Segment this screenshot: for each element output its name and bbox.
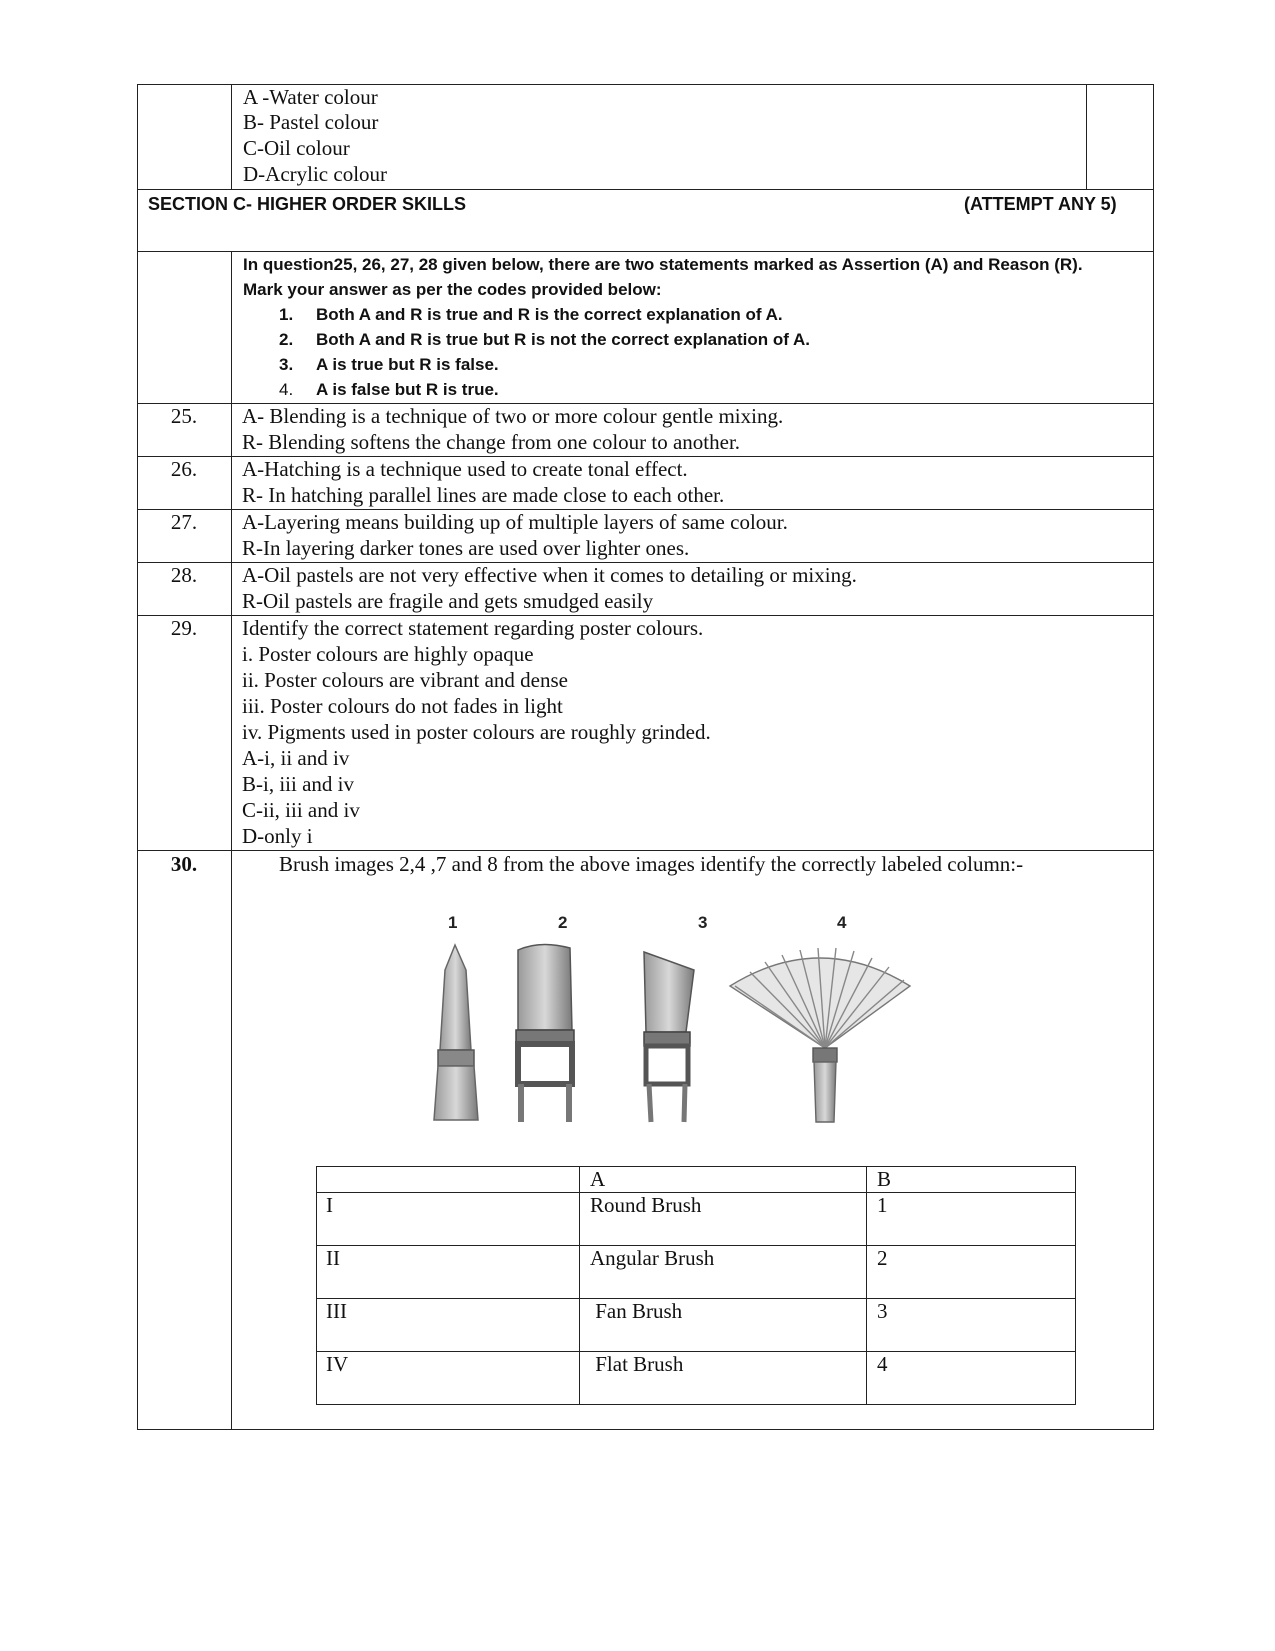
- frame-left: [137, 84, 138, 1430]
- brush-label-3: 3: [698, 913, 708, 932]
- table-cell-b: 4: [877, 1352, 888, 1376]
- table-row-label: II: [326, 1246, 340, 1270]
- question-line: i. Poster colours are highly opaque: [242, 642, 534, 666]
- question-line: A-i, ii and iv: [242, 746, 350, 770]
- instruction-line-1: In question25, 26, 27, 28 given below, there are two statements marked as Assertion (A) and Reason (R).: [243, 255, 1083, 274]
- table-row-label: IV: [326, 1352, 349, 1376]
- angular-brush-drawing: [644, 952, 694, 1122]
- row-sep: [137, 850, 1154, 851]
- table-row-divider: [316, 1351, 1076, 1352]
- frame-right: [1153, 84, 1154, 1430]
- table-cell-a: Flat Brush: [590, 1352, 684, 1376]
- code-number: 4.: [279, 380, 294, 399]
- prev-option-d: D-Acrylic colour: [243, 162, 388, 186]
- question-line: R-In layering darker tones are used over lighter ones.: [242, 536, 690, 560]
- ans-col-divider-top: [1086, 84, 1087, 190]
- table-cell-a: Angular Brush: [590, 1246, 715, 1270]
- section-note: (ATTEMPT ANY 5): [964, 194, 1117, 214]
- table-row-divider: [316, 1298, 1076, 1299]
- table-row-label: I: [326, 1193, 333, 1217]
- brush-label-1: 1: [448, 913, 458, 932]
- brush-drawing: [400, 910, 960, 1130]
- code-number: 2.: [279, 330, 294, 349]
- question-number: 30.: [170, 852, 198, 876]
- instruction-line-2: Mark your answer as per the codes provided below:: [243, 280, 662, 299]
- question-text: Brush images 2,4 ,7 and 8 from the above images identify the correctly labeled column:-: [279, 852, 1024, 876]
- question-line: B-i, iii and iv: [242, 772, 354, 796]
- code-text: A is false but R is true.: [316, 380, 499, 399]
- section-title: SECTION C- HIGHER ORDER SKILLS: [148, 194, 467, 214]
- table-header-b: B: [877, 1167, 892, 1191]
- question-line: R- Blending softens the change from one colour to another.: [242, 430, 741, 454]
- section-row-top: [137, 189, 1154, 190]
- question-number: 29.: [170, 616, 198, 640]
- question-line: R-Oil pastels are fragile and gets smudged easily: [242, 589, 654, 613]
- table-header-a: A: [590, 1167, 606, 1191]
- brush-illustration: [400, 910, 960, 1130]
- table-row-label: III: [326, 1299, 347, 1323]
- question-line: Identify the correct statement regarding poster colours.: [242, 616, 704, 640]
- brush-match-table: [316, 1166, 1076, 1405]
- question-number: 27.: [170, 510, 198, 534]
- table-cell-a: Fan Brush: [590, 1299, 683, 1323]
- num-col-divider-top: [231, 84, 232, 190]
- question-number: 26.: [170, 457, 198, 481]
- table-cell-b: 1: [877, 1193, 888, 1217]
- code-text: Both A and R is true but R is not the correct explanation of A.: [316, 330, 810, 349]
- table-col-divider: [866, 1166, 867, 1405]
- question-line: D-only i: [242, 824, 313, 848]
- question-line: A-Layering means building up of multiple layers of same colour.: [242, 510, 788, 534]
- prev-option-b: B- Pastel colour: [243, 110, 379, 134]
- prev-option-c: C-Oil colour: [243, 136, 350, 160]
- table-border-left: [316, 1166, 317, 1405]
- section-row-bottom: [137, 251, 1154, 252]
- question-line: A-Hatching is a technique used to create tonal effect.: [242, 457, 688, 481]
- table-col-divider: [579, 1166, 580, 1405]
- fan-brush-drawing: [730, 948, 910, 1122]
- question-line: ii. Poster colours are vibrant and dense: [242, 668, 568, 692]
- prev-option-a: A -Water colour: [243, 85, 378, 109]
- flat-brush-drawing: [516, 944, 574, 1122]
- table-border-bottom: [316, 1404, 1076, 1405]
- question-line: C-ii, iii and iv: [242, 798, 360, 822]
- question-line: iv. Pigments used in poster colours are roughly grinded.: [242, 720, 711, 744]
- question-line: R- In hatching parallel lines are made close to each other.: [242, 483, 725, 507]
- question-line: A- Blending is a technique of two or more colour gentle mixing.: [242, 404, 784, 428]
- round-brush-drawing: [434, 945, 478, 1120]
- table-border-top: [316, 1166, 1076, 1167]
- brush-label-2: 2: [558, 913, 568, 932]
- frame-bottom: [137, 1429, 1154, 1430]
- table-cell-b: 3: [877, 1299, 888, 1323]
- question-number: 25.: [170, 404, 198, 428]
- question-line: iii. Poster colours do not fades in light: [242, 694, 563, 718]
- brush-label-4: 4: [837, 913, 847, 932]
- num-col-divider: [231, 251, 232, 1430]
- code-number: 1.: [279, 305, 294, 324]
- code-text: Both A and R is true and R is the correct explanation of A.: [316, 305, 783, 324]
- table-cell-a: Round Brush: [590, 1193, 702, 1217]
- question-line: A-Oil pastels are not very effective when it comes to detailing or mixing.: [242, 563, 857, 587]
- question-number: 28.: [170, 563, 198, 587]
- table-border-right: [1075, 1166, 1076, 1405]
- table-cell-b: 2: [877, 1246, 888, 1270]
- code-text: A is true but R is false.: [316, 355, 499, 374]
- code-number: 3.: [279, 355, 294, 374]
